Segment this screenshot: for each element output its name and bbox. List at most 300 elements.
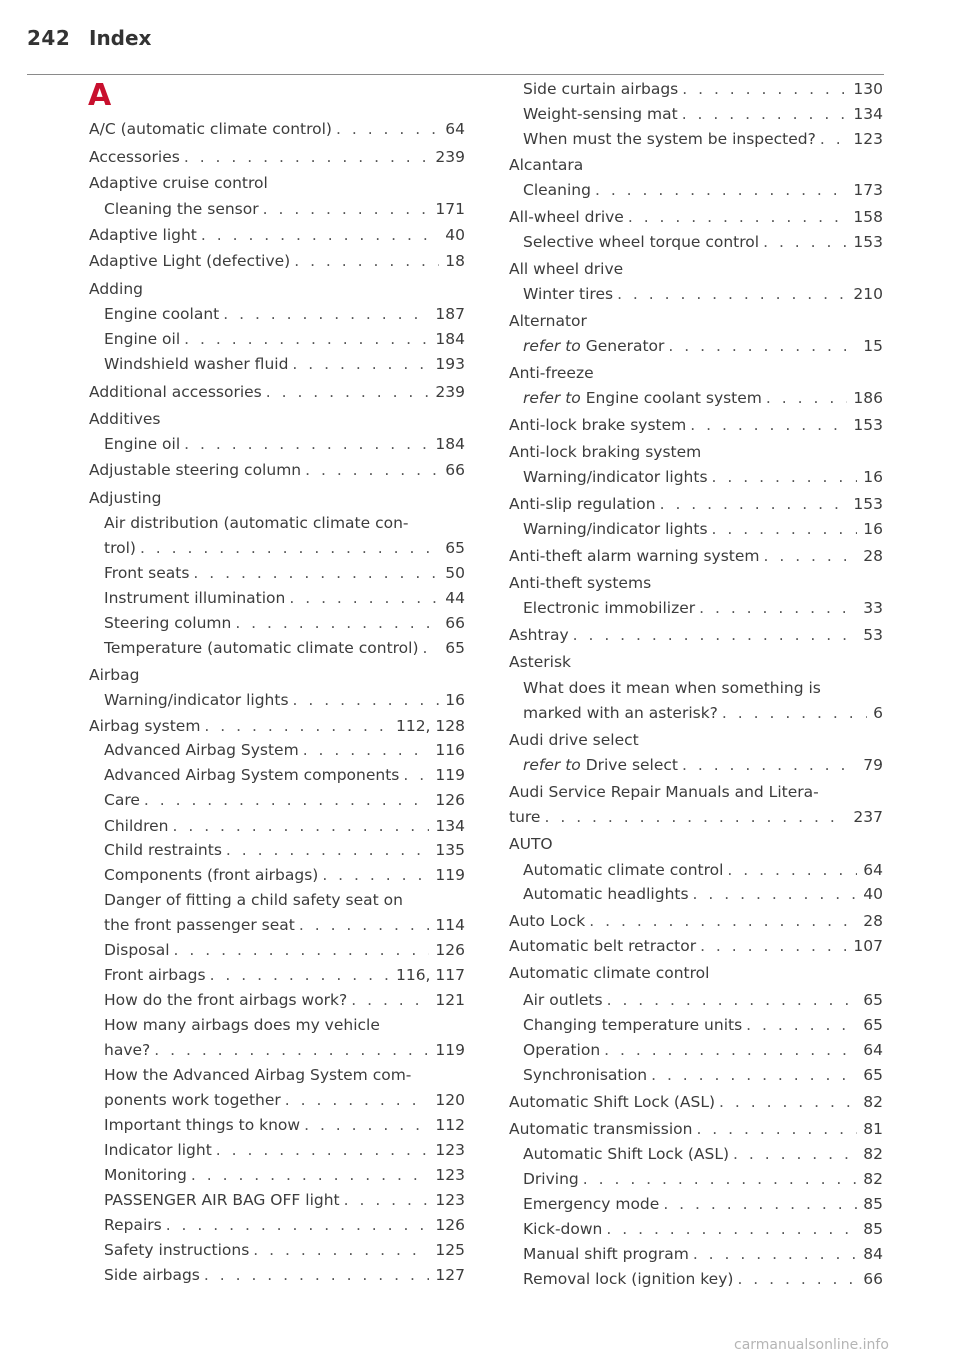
leader-dots xyxy=(191,1163,430,1187)
index-entry-text: Removal lock (ignition key) xyxy=(523,1270,734,1288)
index-entry xyxy=(104,327,465,351)
index-entry xyxy=(509,492,883,516)
index-entry-text: Engine coolant xyxy=(104,305,220,323)
index-entry-text: Automatic transmission xyxy=(509,1120,693,1138)
index-entry-page: 64 xyxy=(863,861,883,879)
index-entry-label xyxy=(89,407,160,431)
index-entry xyxy=(89,145,465,169)
index-entry-text: Cleaning xyxy=(523,181,591,199)
index-entry-page: 33 xyxy=(863,599,883,617)
index-entry-text: Automatic climate control xyxy=(509,964,710,982)
index-entry-text: Additional accessories xyxy=(89,383,262,401)
index-entry-text: Temperature (automatic climate control) xyxy=(104,639,419,657)
index-entry-page: 184 xyxy=(435,330,465,348)
index-entry-page: 28 xyxy=(863,912,883,930)
index-entry-label xyxy=(104,302,219,326)
index-entry xyxy=(104,611,465,635)
index-entry-text: Alcantara xyxy=(509,156,584,174)
index-entry-label xyxy=(509,623,569,647)
index-entry-text: Audi Service Repair Manuals and Litera- xyxy=(509,783,819,801)
index-entry-text: Anti-theft alarm warning system xyxy=(509,547,760,565)
leader-dots xyxy=(737,1267,857,1291)
index-entry-label xyxy=(89,171,268,195)
index-entry xyxy=(523,1038,883,1062)
index-entry-text: Advanced Airbag System components xyxy=(104,766,400,784)
index-entry xyxy=(523,465,883,489)
index-entry-label xyxy=(509,571,651,595)
index-entry-text: Adaptive light xyxy=(89,226,197,244)
index-entry xyxy=(509,257,883,281)
index-entry-text: Steering column xyxy=(104,614,232,632)
index-entry-text: Adjustable steering column xyxy=(89,461,302,479)
index-entry-label xyxy=(523,882,689,906)
index-entry-label xyxy=(523,127,816,151)
index-entry xyxy=(509,571,883,595)
cross-reference-marker: refer to xyxy=(523,337,581,355)
index-entry-label xyxy=(509,934,696,958)
index-entry xyxy=(509,1117,883,1141)
index-entry-text: Auto Lock xyxy=(509,912,586,930)
index-entry xyxy=(104,688,465,712)
index-entry xyxy=(509,805,883,829)
index-entry-label xyxy=(104,327,180,351)
leader-dots xyxy=(285,1088,430,1112)
index-entry-label xyxy=(509,805,540,829)
index-entry-label xyxy=(89,145,180,169)
leader-dots xyxy=(266,380,430,404)
index-entry xyxy=(104,197,465,221)
page-title: Index xyxy=(89,26,152,50)
index-entry-page: 82 xyxy=(863,1093,883,1111)
section-letter: A xyxy=(88,78,112,113)
index-entry-label xyxy=(523,178,591,202)
index-entry-label xyxy=(523,1013,742,1037)
index-entry-text: Airbag system xyxy=(89,717,201,735)
index-entry-page: 40 xyxy=(863,885,883,903)
leader-dots xyxy=(294,249,439,273)
index-entry-label xyxy=(104,938,170,962)
leader-dots xyxy=(651,1063,857,1087)
leader-dots xyxy=(693,1242,857,1266)
index-entry xyxy=(104,1088,465,1112)
index-entry-page: 79 xyxy=(863,756,883,774)
index-entry-page: 85 xyxy=(863,1220,883,1238)
leader-dots xyxy=(763,230,847,254)
index-entry-label xyxy=(104,352,288,376)
index-entry-label xyxy=(523,1217,602,1241)
index-entry-page: 15 xyxy=(863,337,883,355)
leader-dots xyxy=(733,1142,857,1166)
leader-dots xyxy=(303,738,430,762)
index-entry-text: What does it mean when something is xyxy=(523,679,821,697)
index-entry-text: Audi drive select xyxy=(509,731,639,749)
leader-dots xyxy=(292,352,429,376)
index-entry xyxy=(523,127,883,151)
index-entry-page: 123 xyxy=(435,1166,465,1184)
index-entry-label xyxy=(104,863,318,887)
index-entry-label xyxy=(89,458,301,482)
index-entry xyxy=(104,1063,465,1087)
leader-dots xyxy=(696,1117,857,1141)
leader-dots xyxy=(166,1213,430,1237)
index-entry-page: 193 xyxy=(435,355,465,373)
index-entry-page: 119 xyxy=(435,766,465,784)
index-entry xyxy=(89,249,465,273)
index-entry-page: 134 xyxy=(853,105,883,123)
index-entry-page: 65 xyxy=(863,1066,883,1084)
index-entry-text: Selective wheel torque control xyxy=(523,233,760,251)
leader-dots xyxy=(322,863,429,887)
index-entry-text: Air distribution (automatic climate con- xyxy=(104,514,409,532)
leader-dots xyxy=(184,432,429,456)
index-entry-text: Indicator light xyxy=(104,1141,212,1159)
index-entry-page: 114 xyxy=(435,916,465,934)
leader-dots xyxy=(184,145,430,169)
index-entry-text: Warning/indicator lights xyxy=(104,691,289,709)
index-entry-page: 116 xyxy=(435,741,465,759)
index-entry-label xyxy=(104,988,347,1012)
index-entry xyxy=(89,171,465,195)
index-entry-label xyxy=(523,386,762,410)
index-entry-label xyxy=(104,197,259,221)
index-entry-text: Automatic Shift Lock (ASL) xyxy=(509,1093,716,1111)
index-entry xyxy=(104,1163,465,1187)
leader-dots xyxy=(173,814,430,838)
leader-dots xyxy=(604,1038,857,1062)
index-entry-text: Additives xyxy=(89,410,161,428)
index-entry-label xyxy=(104,561,189,585)
cross-reference-marker: refer to xyxy=(523,389,581,407)
index-entry xyxy=(509,832,883,856)
leader-dots xyxy=(253,1238,429,1262)
index-entry-text: A/C (automatic climate control) xyxy=(89,120,332,138)
index-entry-label xyxy=(523,1063,647,1087)
leader-dots xyxy=(140,536,439,560)
index-entry-label xyxy=(104,1063,411,1087)
leader-dots xyxy=(544,805,847,829)
leader-dots xyxy=(719,1090,857,1114)
index-entry-text: Drive select xyxy=(580,756,678,774)
index-entry-label xyxy=(523,596,695,620)
index-entry-label xyxy=(104,888,403,912)
index-entry-page: 126 xyxy=(435,791,465,809)
index-entry-text: Operation xyxy=(523,1041,601,1059)
index-entry-page: 16 xyxy=(445,691,465,709)
index-entry-label xyxy=(104,432,180,456)
index-entry-label xyxy=(104,636,419,660)
leader-dots xyxy=(682,753,857,777)
index-entry-text: Warning/indicator lights xyxy=(523,520,708,538)
index-entry xyxy=(523,701,883,725)
leader-dots xyxy=(668,334,857,358)
leader-dots xyxy=(722,701,867,725)
index-entry xyxy=(523,596,883,620)
index-entry-text: Alternator xyxy=(509,312,587,330)
index-entry xyxy=(523,230,883,254)
index-entry xyxy=(523,1167,883,1191)
index-entry-text: Adaptive cruise control xyxy=(89,174,268,192)
index-entry-text: Monitoring xyxy=(104,1166,187,1184)
index-entry xyxy=(523,334,883,358)
index-entry xyxy=(104,788,465,812)
index-entry-page: 126 xyxy=(435,1216,465,1234)
index-entry xyxy=(523,1063,883,1087)
index-entry-text: Engine coolant system xyxy=(580,389,762,407)
leader-dots xyxy=(154,1038,429,1062)
index-entry-label xyxy=(523,676,821,700)
index-entry-text: ponents work together xyxy=(104,1091,281,1109)
index-entry-text: Child restraints xyxy=(104,841,222,859)
index-entry-label xyxy=(523,988,603,1012)
index-entry xyxy=(509,361,883,385)
index-entry-text: Instrument illumination xyxy=(104,589,286,607)
index-entry-text: Adaptive Light (defective) xyxy=(89,252,291,270)
index-entry-label xyxy=(89,117,332,141)
index-entry-page: 130 xyxy=(853,80,883,98)
index-entry-page: 112 xyxy=(435,1116,465,1134)
leader-dots xyxy=(263,197,430,221)
index-entry-text: Important things to know xyxy=(104,1116,301,1134)
index-entry-label xyxy=(104,1188,340,1212)
index-entry-page: 123 xyxy=(853,130,883,148)
index-entry-text: How many airbags does my vehicle xyxy=(104,1016,380,1034)
index-entry xyxy=(523,77,883,101)
index-entry xyxy=(523,178,883,202)
leader-dots xyxy=(583,1167,858,1191)
index-entry xyxy=(509,544,883,568)
index-entry-text: How the Advanced Airbag System com- xyxy=(104,1066,412,1084)
index-entry xyxy=(523,386,883,410)
index-entry-page: 173 xyxy=(853,181,883,199)
index-entry-text: Ashtray xyxy=(509,626,569,644)
index-entry xyxy=(104,863,465,887)
index-entry-text: Anti-lock braking system xyxy=(509,443,702,461)
leader-dots xyxy=(204,1263,430,1287)
index-entry xyxy=(509,909,883,933)
index-entry xyxy=(104,938,465,962)
index-entry-page: 64 xyxy=(863,1041,883,1059)
index-entry-label xyxy=(104,838,222,862)
index-entry-page: 40 xyxy=(445,226,465,244)
index-entry xyxy=(104,1188,465,1212)
index-entry-label xyxy=(104,763,399,787)
index-entry xyxy=(89,277,465,301)
index-entry-label xyxy=(89,714,200,738)
index-entry xyxy=(104,838,465,862)
index-entry xyxy=(523,676,883,700)
index-entry-label xyxy=(89,249,290,273)
index-entry-page: 186 xyxy=(853,389,883,407)
index-entry-label xyxy=(104,1163,187,1187)
leader-dots xyxy=(682,102,848,126)
leader-dots xyxy=(201,223,439,247)
index-entry-page: 65 xyxy=(863,1016,883,1034)
leader-dots xyxy=(693,882,858,906)
index-entry-text: Driving xyxy=(523,1170,579,1188)
index-entry-page: 65 xyxy=(445,539,465,557)
leader-dots xyxy=(210,963,390,987)
index-entry-text: Components (front airbags) xyxy=(104,866,319,884)
index-entry-label xyxy=(523,517,708,541)
leader-dots xyxy=(223,302,429,326)
index-entry-page: 121 xyxy=(435,991,465,1009)
index-entry-label xyxy=(104,1238,249,1262)
leader-dots xyxy=(663,1192,857,1216)
index-entry-label xyxy=(509,780,819,804)
index-entry-page: 81 xyxy=(863,1120,883,1138)
index-entry xyxy=(104,1013,465,1037)
index-entry-text: Air outlets xyxy=(523,991,603,1009)
index-entry-text: Airbag xyxy=(89,666,140,684)
index-entry-page: 16 xyxy=(863,520,883,538)
index-entry-text: Generator xyxy=(580,337,665,355)
index-entry-label xyxy=(509,832,553,856)
index-entry-page: 135 xyxy=(435,841,465,859)
index-entry-page: 82 xyxy=(863,1145,883,1163)
index-entry-text: Adjusting xyxy=(89,489,162,507)
index-entry-page: 18 xyxy=(445,252,465,270)
index-entry-label xyxy=(104,1038,150,1062)
leader-dots xyxy=(305,458,439,482)
index-entry xyxy=(509,934,883,958)
index-entry-page: 153 xyxy=(853,495,883,513)
index-entry-label xyxy=(523,1267,733,1291)
index-entry xyxy=(89,380,465,404)
index-entry-label xyxy=(523,465,708,489)
index-entry-label xyxy=(104,814,169,838)
index-entry-label xyxy=(509,205,624,229)
cross-reference-marker: refer to xyxy=(523,756,581,774)
index-entry-label xyxy=(104,586,285,610)
index-entry-text: Changing temperature units xyxy=(523,1016,743,1034)
leader-dots xyxy=(216,1138,430,1162)
index-entry-text: Advanced Airbag System xyxy=(104,741,299,759)
index-entry-page: 112, 128 xyxy=(395,717,465,735)
index-entry-text: Accessories xyxy=(89,148,180,166)
index-entry-text: Care xyxy=(104,791,140,809)
index-entry xyxy=(89,486,465,510)
index-entry-page: 239 xyxy=(435,148,465,166)
index-entry-label xyxy=(104,1138,212,1162)
index-entry-label xyxy=(523,77,678,101)
index-entry-label xyxy=(509,1090,715,1114)
index-entry xyxy=(509,153,883,177)
leader-dots xyxy=(304,1113,429,1137)
index-entry-text: Engine oil xyxy=(104,435,181,453)
index-entry-text: Automatic headlights xyxy=(523,885,689,903)
leader-dots xyxy=(289,586,439,610)
index-entry-label xyxy=(509,309,587,333)
index-entry-label xyxy=(509,361,594,385)
index-entry-page: 158 xyxy=(853,208,883,226)
index-entry-label xyxy=(509,728,639,752)
index-entry xyxy=(104,561,465,585)
index-entry-page: 28 xyxy=(863,547,883,565)
leader-dots xyxy=(299,913,430,937)
index-entry-text: Automatic Shift Lock (ASL) xyxy=(523,1145,730,1163)
index-entry-text: trol) xyxy=(104,539,136,557)
index-entry-page: 119 xyxy=(435,866,465,884)
index-entry xyxy=(104,586,465,610)
leader-dots xyxy=(628,205,848,229)
index-entry xyxy=(104,763,465,787)
index-entry-label xyxy=(523,858,723,882)
index-entry-label xyxy=(89,663,139,687)
index-entry-page: 44 xyxy=(445,589,465,607)
index-entry-text: All-wheel drive xyxy=(509,208,624,226)
index-entry-label xyxy=(523,1192,659,1216)
leader-dots xyxy=(699,596,857,620)
index-entry xyxy=(104,1138,465,1162)
index-entry-page: 6 xyxy=(873,704,883,722)
leader-dots xyxy=(617,282,847,306)
index-entry-label xyxy=(523,1038,600,1062)
leader-dots xyxy=(607,988,858,1012)
index-entry xyxy=(523,988,883,1012)
index-entry-page: 66 xyxy=(863,1270,883,1288)
index-entry-text: Emergency mode xyxy=(523,1195,660,1213)
index-entry-label xyxy=(104,611,231,635)
index-entry xyxy=(523,1142,883,1166)
index-entry-label xyxy=(523,230,759,254)
index-entry xyxy=(89,714,465,738)
index-entry-label xyxy=(509,413,686,437)
index-entry-page: 119 xyxy=(435,1041,465,1059)
index-entry-text: AUTO xyxy=(509,835,553,853)
index-entry xyxy=(104,1113,465,1137)
index-entry xyxy=(509,650,883,674)
index-entry xyxy=(523,1192,883,1216)
index-entry-page: 187 xyxy=(435,305,465,323)
header-rule xyxy=(27,74,884,75)
index-entry xyxy=(104,536,465,560)
index-entry-label xyxy=(104,511,409,535)
index-entry xyxy=(104,352,465,376)
index-entry xyxy=(89,117,465,141)
index-entry-page: 125 xyxy=(435,1241,465,1259)
index-entry xyxy=(89,407,465,431)
index-entry xyxy=(89,458,465,482)
index-entry-page: 127 xyxy=(435,1266,465,1284)
index-entry-label xyxy=(509,153,583,177)
index-entry xyxy=(104,432,465,456)
index-entry-text: How do the front airbags work? xyxy=(104,991,348,1009)
leader-dots xyxy=(690,413,847,437)
index-entry-page: 84 xyxy=(863,1245,883,1263)
leader-dots xyxy=(682,77,847,101)
index-entry xyxy=(509,440,883,464)
index-entry-text: Adding xyxy=(89,280,143,298)
index-entry xyxy=(104,913,465,937)
index-entry-label xyxy=(509,257,623,281)
leader-dots xyxy=(423,636,440,660)
leader-dots xyxy=(727,858,857,882)
index-entry-label xyxy=(523,753,678,777)
index-entry xyxy=(509,205,883,229)
index-entry-label xyxy=(89,223,197,247)
index-entry-text: Anti-slip regulation xyxy=(509,495,656,513)
index-entry-label xyxy=(89,486,161,510)
index-entry-text: Synchronisation xyxy=(523,1066,648,1084)
index-entry-text: Winter tires xyxy=(523,285,614,303)
index-entry-label xyxy=(523,1242,689,1266)
leader-dots xyxy=(351,988,429,1012)
index-entry-label xyxy=(104,1113,300,1137)
index-entry-text: Warning/indicator lights xyxy=(523,468,708,486)
index-entry-text: ture xyxy=(509,808,541,826)
index-entry-text: Children xyxy=(104,817,169,835)
index-entry xyxy=(104,636,465,660)
